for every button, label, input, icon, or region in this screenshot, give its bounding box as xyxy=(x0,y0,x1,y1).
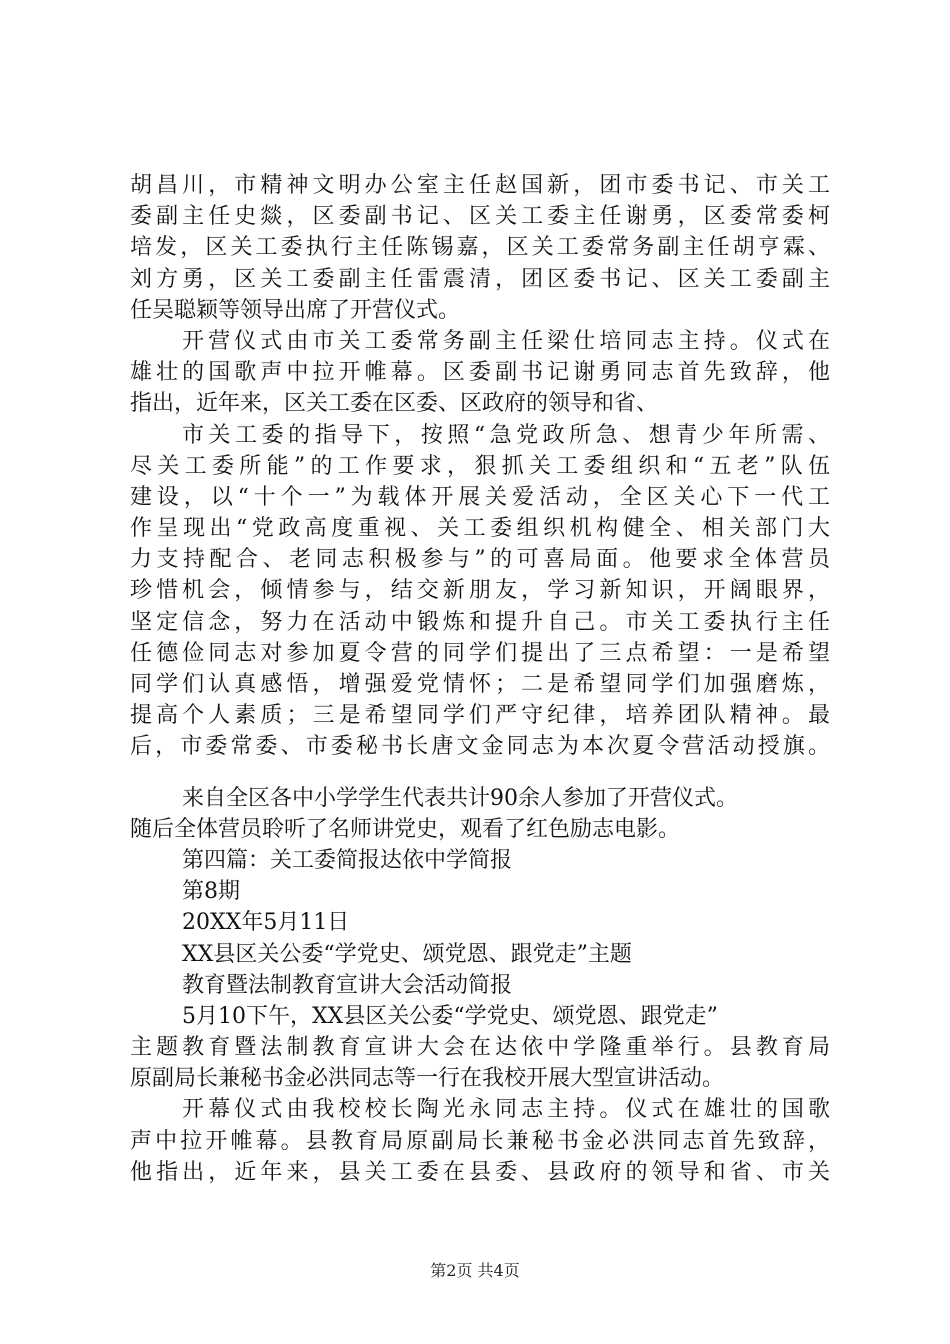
bulletin-subtitle: 教育暨法制教育宣讲大会活动简报 xyxy=(182,972,513,998)
text-line: 5月10下午，XX县区关公委“学党史、颂党恩、跟党走” xyxy=(182,1003,718,1029)
paragraph-gap xyxy=(130,763,830,783)
text-line: 作呈现出“党政高度重视、关工委组织机构健全、相关部门大 xyxy=(130,516,830,542)
page-footer xyxy=(0,1258,950,1281)
text-line: 后，市委常委、市委秘书长唐文金同志为本次夏令营活动授旗。 xyxy=(130,734,830,760)
text-line: 随后全体营员聆听了名师讲党史，观看了红色励志电影。 xyxy=(130,816,681,842)
text-line: 刘方勇，区关工委副主任雷震清，团区委书记、区关工委副主 xyxy=(130,266,830,292)
text-line: 同学们认真感悟，增强爱党情怀；二是希望同学们加强磨炼， xyxy=(130,672,830,697)
text-line: 开幕仪式由我校校长陶光永同志主持。仪式在雄壮的国歌 xyxy=(182,1097,830,1123)
text-line: 委副主任史燚，区委副书记、区关工委主任谢勇，区委常委柯 xyxy=(130,204,830,230)
text-line: 声中拉开帷幕。县教育局原副局长兼秘书金必洪同志首先致辞， xyxy=(130,1128,830,1154)
text-line: 建设，以“十个一”为载体开展关爱活动，全区关心下一代工 xyxy=(130,484,830,510)
page-number: 第2页 共4页 xyxy=(430,1261,520,1280)
text-line: 坚定信念，努力在活动中锻炼和提升自己。市关工委执行主任 xyxy=(130,609,830,635)
text-line: 市关工委的指导下，按照“急党政所急、想青少年所需、 xyxy=(182,422,830,448)
text-line: 指出，近年来，区关工委在区委、区政府的领导和省、 xyxy=(130,391,659,417)
text-line: 提高个人素质；三是希望同学们严守纪律，培养团队精神。最 xyxy=(130,703,830,729)
text-line: 雄壮的国歌声中拉开帷幕。区委副书记谢勇同志首先致辞，他 xyxy=(130,360,830,386)
text-line: 原副局长兼秘书金必洪同志等一行在我校开展大型宣讲活动。 xyxy=(130,1066,725,1092)
text-line: 开营仪式由市关工委常务副主任梁仕培同志主持。仪式在 xyxy=(182,328,830,354)
text-line: 力支持配合、老同志积极参与”的可喜局面。他要求全体营员 xyxy=(130,547,830,573)
issue-date: 20XX年5月11日 xyxy=(182,910,350,936)
text-line: 培发，区关工委执行主任陈锡嘉，区关工委常务副主任胡亨霖、 xyxy=(130,235,830,261)
text-line: 主题教育暨法制教育宣讲大会在达依中学隆重举行。县教育局 xyxy=(130,1035,830,1061)
issue-number: 第8期 xyxy=(182,879,240,905)
text-line: 任德俭同志对参加夏令营的同学们提出了三点希望：一是希望 xyxy=(130,640,830,666)
document-body xyxy=(130,170,830,1188)
text-line: 来自全区各中小学学生代表共计90余人参加了开营仪式。 xyxy=(182,785,738,811)
text-line: 任吴聪颖等领导出席了开营仪式。 xyxy=(130,297,461,323)
text-line: 尽关工委所能”的工作要求，狠抓关工委组织和“五老”队伍 xyxy=(130,453,830,479)
section-heading: 第四篇：关工委简报达依中学简报 xyxy=(182,847,513,873)
text-line: 珍惜机会，倾情参与，结交新朋友，学习新知识，开阔眼界， xyxy=(130,578,830,604)
text-line: 他指出，近年来，县关工委在县委、县政府的领导和省、市关 xyxy=(130,1159,830,1185)
bulletin-title: XX县区关公委“学党史、颂党恩、跟党走”主题 xyxy=(182,941,632,967)
text-line: 胡昌川，市精神文明办公室主任赵国新，团市委书记、市关工 xyxy=(130,173,830,198)
